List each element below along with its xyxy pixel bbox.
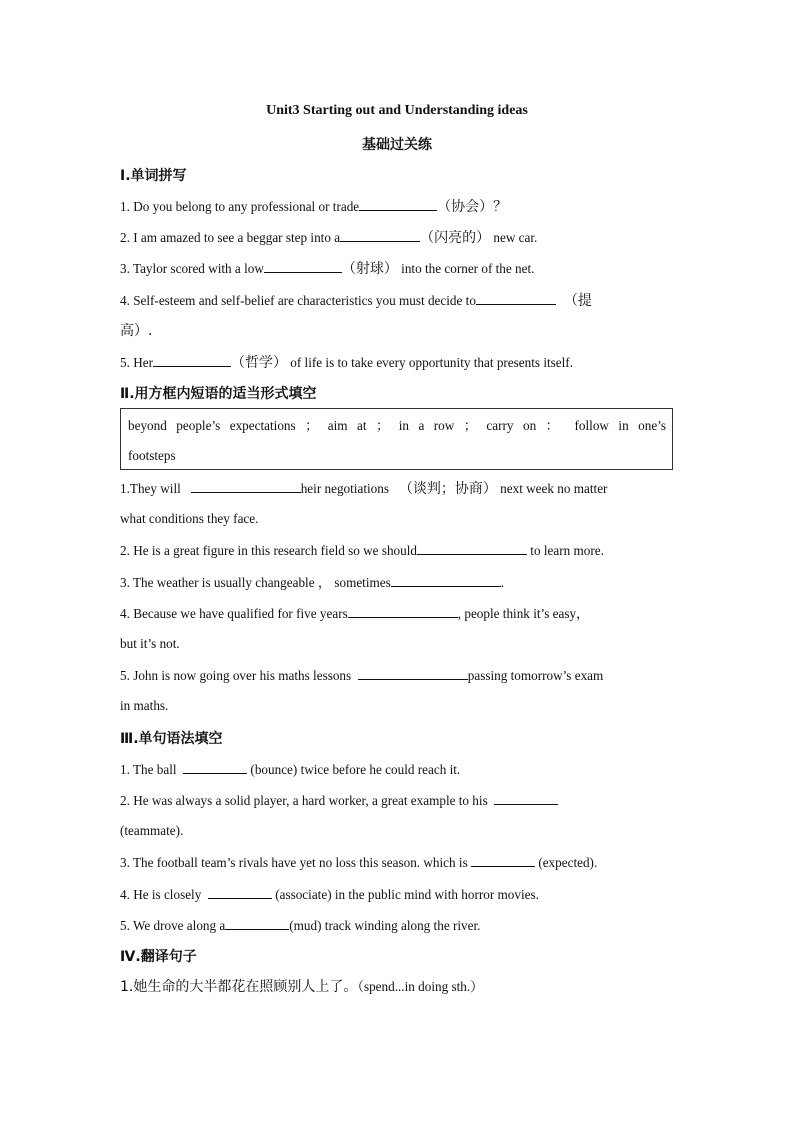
part2-q1: 1.They will heir negotiations （谈判；协商） next week no matter [120,478,675,499]
phrase-list-line-1: beyond people’s expectations ； aim at ； in a row ； carry on ： follow in one’s [128,418,666,433]
section-3-heading: Ⅲ.单句语法填空 [120,731,223,747]
answer-blank[interactable] [264,258,342,273]
part3-q3: 3. The football team’s rivals have yet no loss this season. which is (expected). [120,852,675,873]
part3-q4: 4. He is closely (associate) in the public mind with horror movies. [120,884,675,905]
answer-blank[interactable] [471,852,535,867]
phrase-box [120,408,673,470]
answer-blank[interactable] [391,572,501,587]
part3-q5: 5. We drove along a (mud) track winding along the river. [120,915,675,936]
part2-q2: 2. He is a great figure in this research field so we should to learn more. [120,540,675,561]
part2-q1-cont: what conditions they face. [120,511,259,526]
answer-blank[interactable] [476,290,556,305]
answer-blank[interactable] [358,665,468,680]
part2-q5: 5. John is now going over his maths lessons passing tomorrow’s exam [120,665,675,686]
answer-blank[interactable] [340,227,420,242]
part1-q1: 1. Do you belong to any professional or trade （协会）？ [120,196,675,217]
answer-blank[interactable] [494,790,558,805]
section-2-heading: Ⅱ.用方框内短语的适当形式填空 [120,386,317,402]
part1-q3: 3. Taylor scored with a low （射球） into the corner of the net. [120,258,675,279]
answer-blank[interactable] [183,759,247,774]
answer-blank[interactable] [225,915,289,930]
part4-q1: 1.她生命的大半都花在照顾别人上了。（spend...in doing sth.） [120,979,484,995]
section-1-heading: Ⅰ.单词拼写 [120,168,187,184]
answer-blank[interactable] [153,352,231,367]
part2-q4: 4. Because we have qualified for five years , people think it’s easy， [120,603,675,624]
part1-q5: 5. Her （哲学） of life is to take every opportunity that presents itself. [120,352,675,373]
answer-blank[interactable] [191,478,301,493]
part2-q4-cont: but it’s not. [120,636,180,651]
part1-q4-cont: 高）. [120,323,153,339]
phrase-list-line-2: footsteps [128,448,176,463]
section-4-heading: Ⅳ.翻译句子 [120,949,197,965]
part1-q4: 4. Self-esteem and self-belief are characteristics you must decide to （提 [120,290,675,311]
part3-q1: 1. The ball (bounce) twice before he could reach it. [120,759,675,780]
part3-q2-cont: (teammate). [120,823,184,838]
answer-blank[interactable] [348,603,458,618]
part2-q5-cont: in maths. [120,698,169,713]
answer-blank[interactable] [359,196,437,211]
page-title: Unit3 Starting out and Understanding ideas [266,103,528,118]
part3-q2: 2. He was always a solid player, a hard worker, a great example to his [120,790,675,811]
page-subtitle: 基础过关练 [362,137,432,153]
answer-blank[interactable] [417,540,527,555]
part1-q2: 2. I am amazed to see a beggar step into a （闪亮的） new car. [120,227,675,248]
answer-blank[interactable] [208,884,272,899]
part2-q3: 3. The weather is usually changeable ， sometimes . [120,572,675,593]
